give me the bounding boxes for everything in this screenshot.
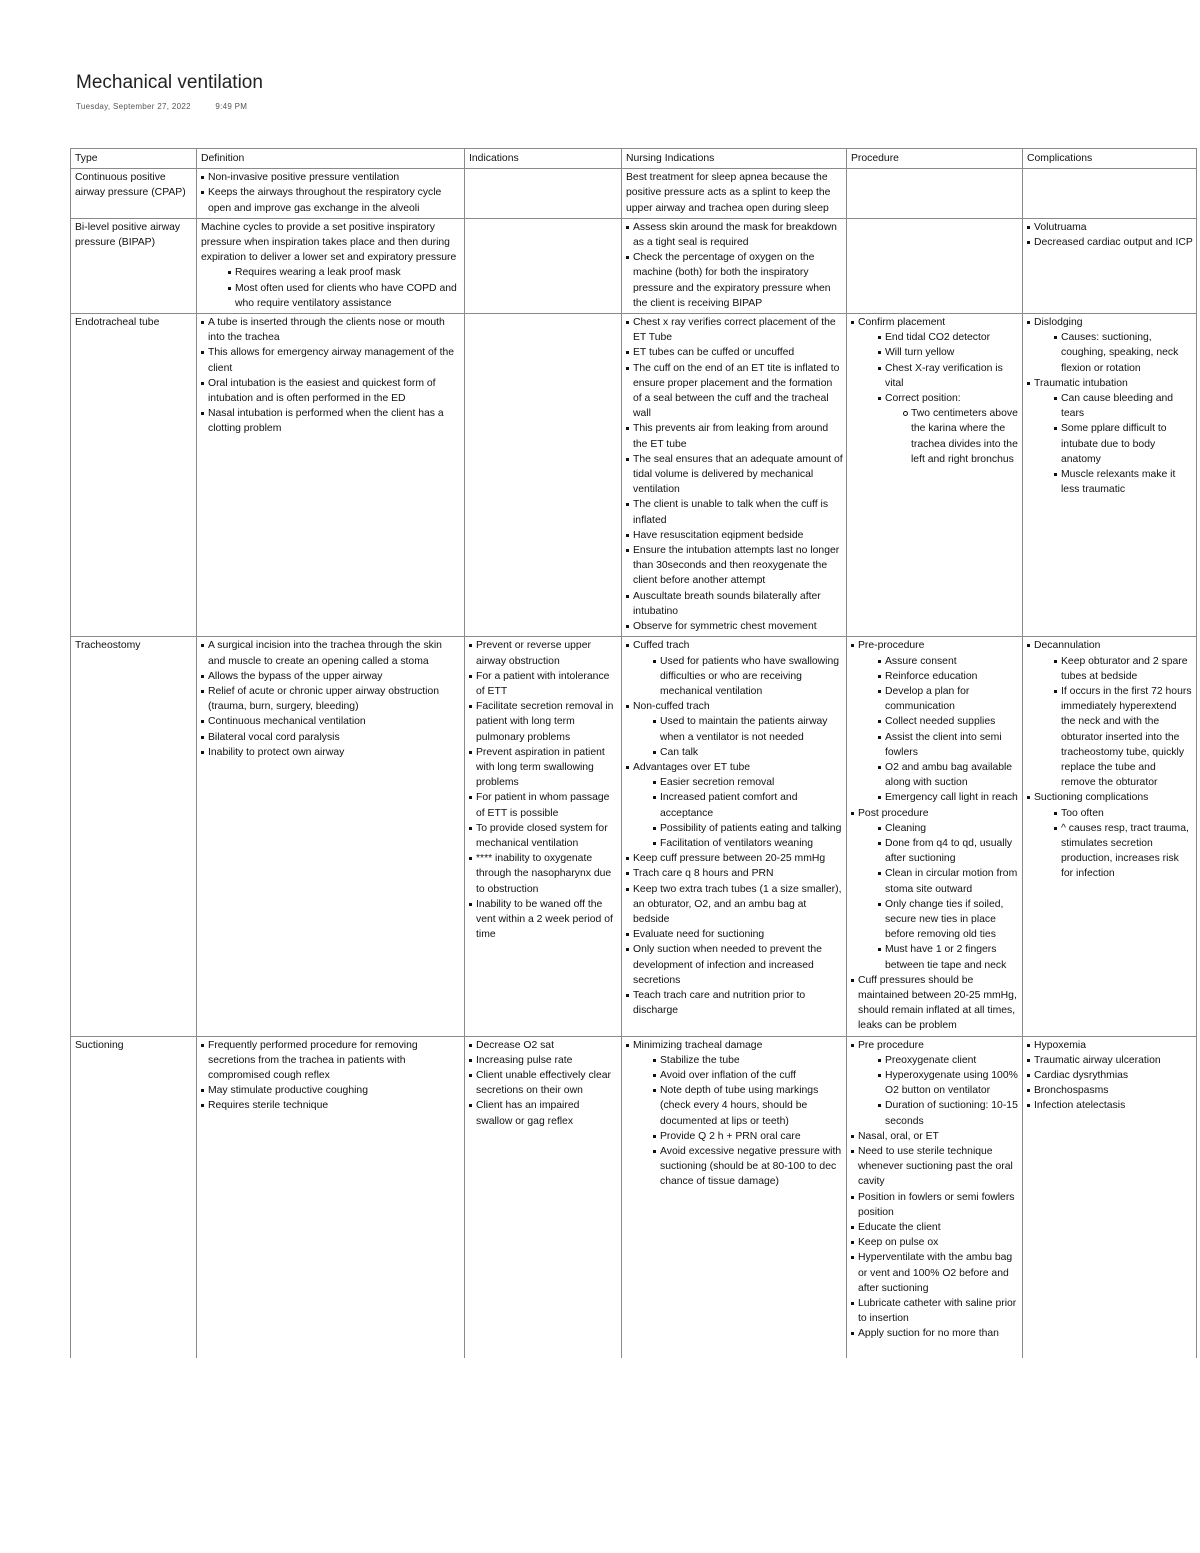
cell-procedure: [847, 169, 1023, 219]
cell-complications: [1023, 218, 1197, 313]
bullet-item: ^ causes resp, tract trauma, stimulates secretion production, increases risk for infection: [1027, 821, 1193, 882]
bullet-item: Position in fowlers or semi fowlers position: [851, 1190, 1019, 1220]
header-indications: Indications: [465, 149, 622, 169]
cell-indications: [465, 169, 622, 219]
bullet-item: Trach care q 8 hours and PRN: [626, 866, 843, 881]
bullet-item: Bronchospasms: [1027, 1083, 1193, 1098]
bullet-item: Must have 1 or 2 fingers between tie tape and neck: [851, 942, 1019, 972]
bullet-item: Infection atelectasis: [1027, 1098, 1193, 1113]
bullet-item: Allows the bypass of the upper airway: [201, 669, 461, 684]
bullet-item: Most often used for clients who have COPD and who require ventilatory assistance: [201, 281, 461, 311]
bullet-item: Ensure the intubation attempts last no longer than 30seconds and then reoxygenate the client before another attempt: [626, 543, 843, 589]
bullet-item: Two centimeters above the karina where the trachea divides into the left and right bronchus: [851, 406, 1019, 467]
bullet-item: Only suction when needed to prevent the development of infection and increased secretions: [626, 942, 843, 988]
bullet-item: Have resuscitation eqipment bedside: [626, 528, 843, 543]
bullet-item: Nasal intubation is performed when the client has a clotting problem: [201, 406, 461, 436]
bullet-item: End tidal CO2 detector: [851, 330, 1019, 345]
bullet-item: Client has an impaired swallow or gag reflex: [469, 1098, 618, 1128]
cell-paragraph: Best treatment for sleep apnea because the positive pressure acts as a splint to keep the upper airway and trachea open during sleep: [626, 172, 831, 214]
bullet-item: Cuffed trach: [626, 638, 843, 653]
bullet-item: Provide Q 2 h + PRN oral care: [626, 1129, 843, 1144]
cell-type: Bi-level positive airway pressure (BIPAP): [71, 218, 197, 313]
bullet-item: Hyperventilate with the ambu bag or vent and 100% O2 before and after suctioning: [851, 1250, 1019, 1296]
bullet-item: Traumatic intubation: [1027, 376, 1193, 391]
bullet-item: Bilateral vocal cord paralysis: [201, 730, 461, 745]
bullet-item: Increasing pulse rate: [469, 1053, 618, 1068]
bullet-item: Stabilize the tube: [626, 1053, 843, 1068]
cell-definition: [197, 169, 465, 219]
bullet-item: Decrease O2 sat: [469, 1038, 618, 1053]
bullet-item: O2 and ambu bag available along with suction: [851, 760, 1019, 790]
bullet-item: The cuff on the end of an ET tite is inflated to ensure proper placement and the formation of a seal between the cuff and the tracheal wall: [626, 361, 843, 422]
bullet-item: Causes: suctioning, coughing, speaking, neck flexion or rotation: [1027, 330, 1193, 376]
bullet-item: For patient in whom passage of ETT is possible: [469, 790, 618, 820]
bullet-item: Preoxygenate client: [851, 1053, 1019, 1068]
bullet-item: Client unable effectively clear secretions on their own: [469, 1068, 618, 1098]
bullet-item: Keep cuff pressure between 20-25 mmHg: [626, 851, 843, 866]
bullet-item: Keep on pulse ox: [851, 1235, 1019, 1250]
bullet-item: Cleaning: [851, 821, 1019, 836]
bullet-item: This allows for emergency airway management of the client: [201, 345, 461, 375]
bullet-item: Advantages over ET tube: [626, 760, 843, 775]
bullet-item: Prevent aspiration in patient with long term swallowing problems: [469, 745, 618, 791]
bullet-item: Traumatic airway ulceration: [1027, 1053, 1193, 1068]
table-row: [71, 637, 1197, 1036]
bullet-item: Cuff pressures should be maintained between 20-25 mmHg, should remain inflated at all times, leaks can be problem: [851, 973, 1019, 1034]
bullet-item: Assess skin around the mask for breakdown as a tight seal is required: [626, 220, 843, 250]
cell-complications: [1023, 169, 1197, 219]
cell-type: Tracheostomy: [71, 637, 197, 1036]
table-row: [71, 1036, 1197, 1358]
header-definition: Definition: [197, 149, 465, 169]
bullet-item: To provide closed system for mechanical ventilation: [469, 821, 618, 851]
bullet-item: A tube is inserted through the clients nose or mouth into the trachea: [201, 315, 461, 345]
bullet-item: Observe for symmetric chest movement: [626, 619, 843, 634]
cell-type: Suctioning: [71, 1036, 197, 1358]
cell-complications: [1023, 637, 1197, 1036]
bullet-item: Can talk: [626, 745, 843, 760]
cell-definition: [197, 637, 465, 1036]
bullet-item: Can cause bleeding and tears: [1027, 391, 1193, 421]
bullet-item: Duration of suctioning: 10-15 seconds: [851, 1098, 1019, 1128]
cell-procedure: [847, 218, 1023, 313]
bullet-item: Hyperoxygenate using 100% O2 button on ventilator: [851, 1068, 1019, 1098]
bullet-item: Inability to protect own airway: [201, 745, 461, 760]
bullet-item: **** inability to oxygenate through the nasopharynx due to obstruction: [469, 851, 618, 897]
cell-nursing: [622, 218, 847, 313]
header-procedure: Procedure: [847, 149, 1023, 169]
cell-definition: [197, 218, 465, 313]
page-title: Mechanical ventilation: [76, 72, 263, 93]
bullet-item: Hypoxemia: [1027, 1038, 1193, 1053]
bullet-item: Need to use sterile technique whenever suctioning past the oral cavity: [851, 1144, 1019, 1190]
bullet-item: Reinforce education: [851, 669, 1019, 684]
cell-indications: [465, 1036, 622, 1358]
bullet-item: Some pplare difficult to intubate due to body anatomy: [1027, 421, 1193, 467]
bullet-item: Easier secretion removal: [626, 775, 843, 790]
bullet-item: Inability to be waned off the vent within a 2 week period of time: [469, 897, 618, 943]
bullet-item: Evaluate need for suctioning: [626, 927, 843, 942]
bullet-item: Non-invasive positive pressure ventilation: [201, 170, 461, 185]
bullet-item: Pre-procedure: [851, 638, 1019, 653]
bullet-item: Assure consent: [851, 654, 1019, 669]
bullet-item: Done from q4 to qd, usually after suctioning: [851, 836, 1019, 866]
bullet-item: Develop a plan for communication: [851, 684, 1019, 714]
bullet-item: Possibility of patients eating and talking: [626, 821, 843, 836]
bullet-item: Lubricate catheter with saline prior to insertion: [851, 1296, 1019, 1326]
bullet-item: Keep obturator and 2 spare tubes at bedside: [1027, 654, 1193, 684]
cell-paragraph: Machine cycles to provide a set positive inspiratory pressure when inspiration takes place and then during expiration to deliver a lower set and expiratory pressure: [201, 221, 457, 264]
bullet-item: Teach trach care and nutrition prior to discharge: [626, 988, 843, 1018]
bullet-item: Apply suction for no more than: [851, 1326, 1019, 1341]
cell-indications: [465, 218, 622, 313]
page-timestamp: [76, 102, 269, 111]
bullet-item: Chest X-ray verification is vital: [851, 361, 1019, 391]
bullet-item: Only change ties if soiled, secure new ties in place before removing old ties: [851, 897, 1019, 943]
bullet-item: May stimulate productive coughing: [201, 1083, 461, 1098]
bullet-item: Chest x ray verifies correct placement of the ET Tube: [626, 315, 843, 345]
bullet-item: Continuous mechanical ventilation: [201, 714, 461, 729]
bullet-item: Requires wearing a leak proof mask: [201, 265, 461, 280]
cell-definition: [197, 1036, 465, 1358]
bullet-item: Will turn yellow: [851, 345, 1019, 360]
bullet-item: Note depth of tube using markings (check every 4 hours, should be documented at lips or teeth): [626, 1083, 843, 1129]
bullet-item: Pre procedure: [851, 1038, 1019, 1053]
bullet-item: Facilitation of ventilators weaning: [626, 836, 843, 851]
bullet-item: Frequently performed procedure for removing secretions from the trachea in patients with compromised cough reflex: [201, 1038, 461, 1084]
bullet-item: Volutruama: [1027, 220, 1193, 235]
bullet-item: Clean in circular motion from stoma site outward: [851, 866, 1019, 896]
bullet-item: Educate the client: [851, 1220, 1019, 1235]
bullet-item: Minimizing tracheal damage: [626, 1038, 843, 1053]
page-time: 9:49 PM: [215, 102, 248, 111]
bullet-item: Non-cuffed trach: [626, 699, 843, 714]
bullet-item: Suctioning complications: [1027, 790, 1193, 805]
page-date: Tuesday, September 27, 2022: [76, 102, 191, 111]
cell-complications: [1023, 314, 1197, 637]
header-complications: Complications: [1023, 149, 1197, 169]
cell-type: Endotracheal tube: [71, 314, 197, 637]
bullet-item: Muscle relexants make it less traumatic: [1027, 467, 1193, 497]
bullet-item: Emergency call light in reach: [851, 790, 1019, 805]
bullet-item: Used for patients who have swallowing difficulties or who are receiving mechanical ventilation: [626, 654, 843, 700]
bullet-item: Relief of acute or chronic upper airway obstruction (trauma, burn, surgery, bleeding): [201, 684, 461, 714]
bullet-item: Keeps the airways throughout the respiratory cycle open and improve gas exchange in the alveoli: [201, 185, 461, 215]
table-row: [71, 314, 1197, 637]
cell-nursing: [622, 314, 847, 637]
bullet-item: Avoid excessive negative pressure with suctioning (should be at 80-100 to dec chance of tissue damage): [626, 1144, 843, 1190]
bullet-item: Increased patient comfort and acceptance: [626, 790, 843, 820]
bullet-item: Dislodging: [1027, 315, 1193, 330]
cell-indications: [465, 314, 622, 637]
bullet-item: ET tubes can be cuffed or uncuffed: [626, 345, 843, 360]
cell-complications: [1023, 1036, 1197, 1358]
bullet-item: Collect needed supplies: [851, 714, 1019, 729]
cell-nursing: [622, 637, 847, 1036]
cell-nursing: [622, 1036, 847, 1358]
bullet-item: The seal ensures that an adequate amount of tidal volume is delivered by mechanical ventilation: [626, 452, 843, 498]
cell-type: Continuous positive airway pressure (CPAP): [71, 169, 197, 219]
bullet-item: Oral intubation is the easiest and quickest form of intubation and is often performed in the ED: [201, 376, 461, 406]
bullet-item: Prevent or reverse upper airway obstruction: [469, 638, 618, 668]
bullet-item: Used to maintain the patients airway when a ventilator is not needed: [626, 714, 843, 744]
bullet-item: This prevents air from leaking from around the ET tube: [626, 421, 843, 451]
bullet-item: Assist the client into semi fowlers: [851, 730, 1019, 760]
bullet-item: Correct position:: [851, 391, 1019, 406]
bullet-item: Facilitate secretion removal in patient with long term pulmonary problems: [469, 699, 618, 745]
cell-procedure: [847, 1036, 1023, 1358]
cell-procedure: [847, 314, 1023, 637]
table-row: [71, 218, 1197, 313]
bullet-item: Avoid over inflation of the cuff: [626, 1068, 843, 1083]
bullet-item: Decreased cardiac output and ICP: [1027, 235, 1193, 250]
bullet-item: Cardiac dysrythmias: [1027, 1068, 1193, 1083]
ventilation-table: [70, 148, 1197, 1358]
bullet-item: Requires sterile technique: [201, 1098, 461, 1113]
bullet-item: Check the percentage of oxygen on the machine (both) for both the inspiratory pressure and the expiratory pressure when the client is receiving BIPAP: [626, 250, 843, 311]
header-type: Type: [71, 149, 197, 169]
header-nursing-indications: Nursing Indications: [622, 149, 847, 169]
bullet-item: Decannulation: [1027, 638, 1193, 653]
table-header-row: [71, 149, 1197, 169]
cell-indications: [465, 637, 622, 1036]
bullet-item: A surgical incision into the trachea through the skin and muscle to create an opening called a stoma: [201, 638, 461, 668]
bullet-item: Keep two extra trach tubes (1 a size smaller), an obturator, O2, and an ambu bag at bedside: [626, 882, 843, 928]
bullet-item: Nasal, oral, or ET: [851, 1129, 1019, 1144]
table-body: [71, 169, 1197, 1358]
cell-procedure: [847, 637, 1023, 1036]
bullet-item: The client is unable to talk when the cuff is inflated: [626, 497, 843, 527]
bullet-item: Too often: [1027, 806, 1193, 821]
bullet-item: For a patient with intolerance of ETT: [469, 669, 618, 699]
bullet-item: Post procedure: [851, 806, 1019, 821]
bullet-item: If occurs in the first 72 hours immediately hyperextend the neck and with the obturator inserted into the tracheostomy tube, quickly replace the tube and remove the obturator: [1027, 684, 1193, 790]
cell-definition: [197, 314, 465, 637]
cell-nursing: [622, 169, 847, 219]
bullet-item: Confirm placement: [851, 315, 1019, 330]
table-row: [71, 169, 1197, 219]
bullet-item: Auscultate breath sounds bilaterally after intubatino: [626, 589, 843, 619]
